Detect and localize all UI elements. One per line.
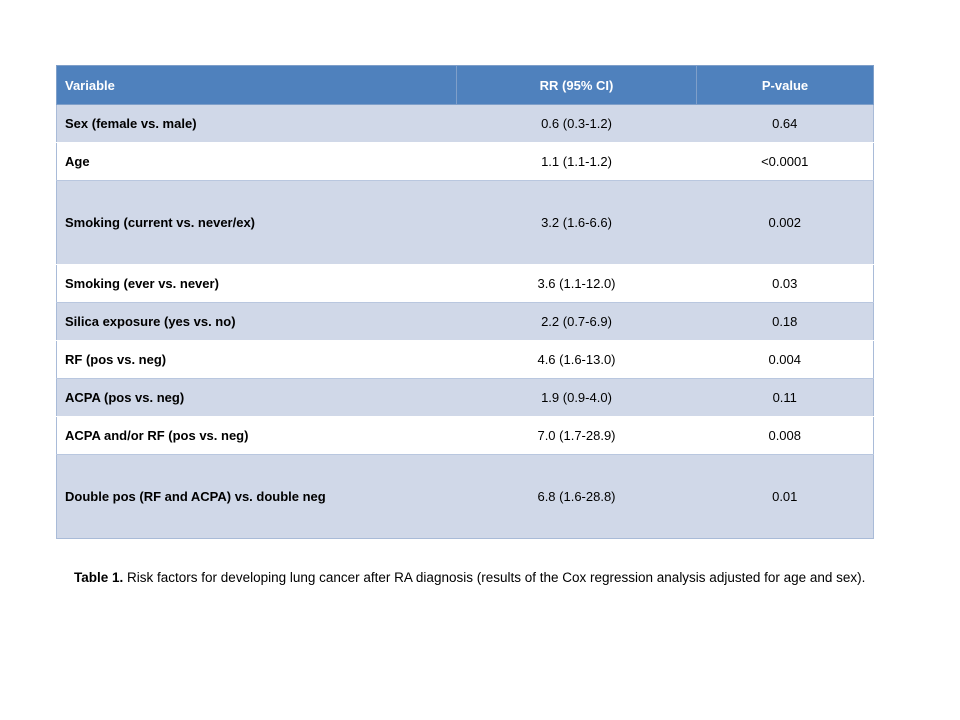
caption-label: Table 1.: [74, 570, 124, 585]
table-row: [57, 181, 874, 265]
cell-pvalue: 0.002: [697, 181, 874, 265]
cell-rr: 1.1 (1.1-1.2): [457, 143, 697, 181]
header-pvalue: P-value: [697, 66, 874, 105]
cell-pvalue: 0.004: [697, 341, 874, 379]
caption-text: Risk factors for developing lung cancer after RA diagnosis (results of the Cox regression analysis adjusted for age and sex).: [123, 570, 866, 585]
cell-variable: Double pos (RF and ACPA) vs. double neg: [57, 455, 457, 539]
risk-factor-table-container: [56, 65, 873, 539]
cell-pvalue: 0.008: [697, 417, 874, 455]
table-row: [57, 341, 874, 379]
table-row: [57, 265, 874, 303]
table-row: [57, 379, 874, 417]
table-header-row: [57, 66, 874, 105]
cell-pvalue: 0.03: [697, 265, 874, 303]
cell-rr: 2.2 (0.7-6.9): [457, 303, 697, 341]
table-row: [57, 105, 874, 143]
cell-pvalue: 0.11: [697, 379, 874, 417]
cell-variable: RF (pos vs. neg): [57, 341, 457, 379]
cell-variable: Sex (female vs. male): [57, 105, 457, 143]
cell-variable: ACPA and/or RF (pos vs. neg): [57, 417, 457, 455]
header-rr: RR (95% CI): [457, 66, 697, 105]
cell-variable: Silica exposure (yes vs. no): [57, 303, 457, 341]
cell-variable: Smoking (current vs. never/ex): [57, 181, 457, 265]
cell-rr: 6.8 (1.6-28.8): [457, 455, 697, 539]
cell-pvalue: <0.0001: [697, 143, 874, 181]
cell-variable: Smoking (ever vs. never): [57, 265, 457, 303]
cell-pvalue: 0.01: [697, 455, 874, 539]
table-row: [57, 143, 874, 181]
table-caption: [74, 569, 884, 587]
table-row: [57, 455, 874, 539]
cell-variable: Age: [57, 143, 457, 181]
cell-rr: 0.6 (0.3-1.2): [457, 105, 697, 143]
header-variable: Variable: [57, 66, 457, 105]
cell-variable: ACPA (pos vs. neg): [57, 379, 457, 417]
table-row: [57, 303, 874, 341]
cell-rr: 4.6 (1.6-13.0): [457, 341, 697, 379]
table-row: [57, 417, 874, 455]
cell-pvalue: 0.64: [697, 105, 874, 143]
cell-rr: 7.0 (1.7-28.9): [457, 417, 697, 455]
cell-pvalue: 0.18: [697, 303, 874, 341]
cell-rr: 3.6 (1.1-12.0): [457, 265, 697, 303]
cell-rr: 3.2 (1.6-6.6): [457, 181, 697, 265]
cell-rr: 1.9 (0.9-4.0): [457, 379, 697, 417]
risk-factor-table: [56, 65, 874, 539]
